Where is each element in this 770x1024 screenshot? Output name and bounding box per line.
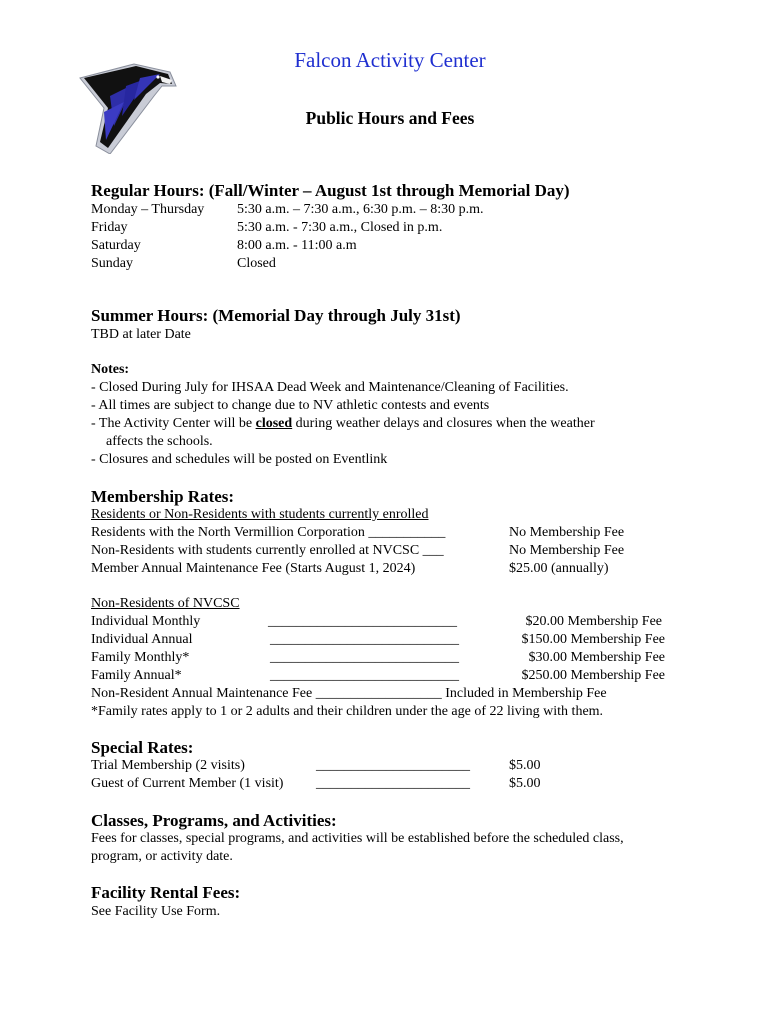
rate-fee: $25.00 (annually) (509, 561, 609, 576)
non-residents-section-title: Non-Residents of NVCSC (91, 596, 240, 611)
note-item: - All times are subject to change due to NV athletic contests and events (91, 398, 490, 413)
rate-fill-line: ___________________________ (270, 668, 459, 683)
rate-label: Non-Residents with students currently enrolled at NVCSC ___ (91, 543, 444, 558)
rate-fee: No Membership Fee (509, 543, 625, 558)
rate-fill-line: ___________________________ (270, 650, 459, 665)
closed-emphasis: closed (255, 416, 293, 431)
hours-time: 5:30 a.m. – 7:30 a.m., 6:30 p.m. – 8:30 p.m. (237, 202, 484, 217)
hours-time: 5:30 a.m. - 7:30 a.m., Closed in p.m. (237, 220, 443, 235)
special-rate-fee: $5.00 (509, 758, 541, 773)
rental-heading: Facility Rental Fees: (91, 883, 241, 902)
membership-heading: Membership Rates: (91, 487, 235, 506)
rate-fee: No Membership Fee (509, 525, 625, 540)
classes-heading: Classes, Programs, and Activities: (91, 811, 337, 830)
note-text: - The Activity Center will be (91, 416, 256, 431)
classes-text: Fees for classes, special programs, and activities will be established before the scheduled class, (91, 831, 624, 846)
note-item (91, 416, 595, 432)
rate-label: Residents with the North Vermillion Corporation ___________ (91, 525, 446, 540)
page-title: Falcon Activity Center (294, 48, 486, 72)
hours-day: Sunday (91, 256, 133, 271)
special-rates-heading: Special Rates: (91, 738, 194, 757)
rate-fill-line: ______________________ (316, 776, 470, 791)
note-item-continued: affects the schools. (106, 434, 213, 449)
rate-fee: $30.00 Membership Fee (528, 650, 665, 665)
rental-text: See Facility Use Form. (91, 904, 221, 919)
rate-fee: $20.00 Membership Fee (525, 614, 662, 629)
note-item: - Closed During July for IHSAA Dead Week and Maintenance/Cleaning of Facilities. (91, 380, 569, 395)
summer-hours-heading: Summer Hours: (Memorial Day through July 31st) (91, 306, 461, 325)
rate-label: Family Monthly* (91, 650, 190, 665)
rate-label: Individual Monthly (91, 614, 201, 629)
rate-fee: $150.00 Membership Fee (521, 632, 665, 647)
classes-text: program, or activity date. (91, 849, 233, 864)
hours-day: Monday – Thursday (91, 202, 205, 217)
rate-fee: $250.00 Membership Fee (521, 668, 665, 683)
rate-label: Family Annual* (91, 668, 182, 683)
family-rate-note: *Family rates apply to 1 or 2 adults and their children under the age of 22 living with them. (91, 704, 604, 719)
rate-fill-line: ___________________________ (270, 632, 459, 647)
rate-label: Individual Annual (91, 632, 193, 647)
page-subtitle: Public Hours and Fees (305, 108, 475, 128)
rate-fill-line: ___________________________ (268, 614, 457, 629)
rate-label: Member Annual Maintenance Fee (Starts August 1, 2024) (91, 561, 416, 576)
regular-hours-heading: Regular Hours: (Fall/Winter – August 1st through Memorial Day) (91, 181, 570, 200)
notes-heading: Notes: (91, 362, 130, 377)
residents-section-title: Residents or Non-Residents with students currently enrolled (91, 507, 429, 522)
special-rate-label: Guest of Current Member (1 visit) (91, 776, 284, 791)
hours-time: 8:00 a.m. - 11:00 a.m (237, 238, 357, 253)
hours-day: Saturday (91, 238, 141, 253)
special-rate-fee: $5.00 (509, 776, 541, 791)
summer-hours-text: TBD at later Date (91, 327, 191, 342)
note-text: during weather delays and closures when the weather (292, 416, 595, 431)
maintenance-fee-row: Non-Resident Annual Maintenance Fee __________________ Included in Membership Fee (91, 686, 607, 701)
rate-fill-line: ______________________ (316, 758, 470, 773)
special-rate-label: Trial Membership (2 visits) (91, 758, 245, 773)
hours-day: Friday (91, 220, 128, 235)
note-item: - Closures and schedules will be posted on Eventlink (91, 452, 388, 467)
hours-time: Closed (237, 256, 276, 271)
